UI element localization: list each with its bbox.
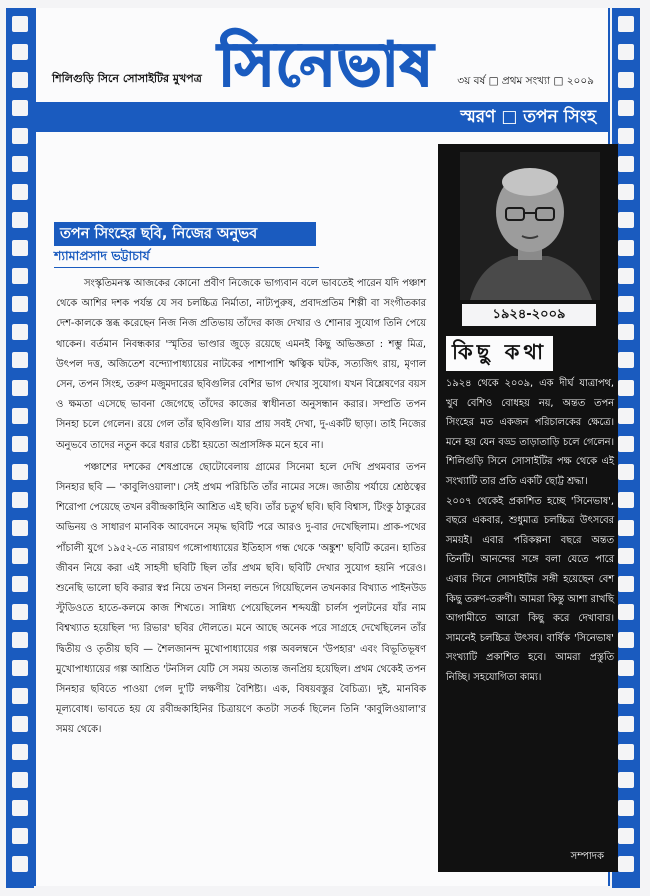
memorial-heading: স্মরণ □ তপন সিংহ [460, 107, 596, 127]
film-perforation [618, 408, 634, 424]
film-perforation [12, 604, 28, 620]
film-perforation [12, 128, 28, 144]
life-years: ১৯২৪-২০০৯ [462, 304, 596, 326]
author-divider [54, 267, 319, 268]
film-perforation [12, 72, 28, 88]
film-perforation [618, 184, 634, 200]
film-perforation [12, 156, 28, 172]
film-perforation [618, 296, 634, 312]
issue-info: ৩য় বর্ষ □ প্রথম সংখ্যা □ ২০০৯ [457, 75, 594, 87]
film-perforation [12, 492, 28, 508]
film-perforation [618, 44, 634, 60]
film-perforation [618, 856, 634, 872]
film-perforation [12, 268, 28, 284]
film-perforation [12, 660, 28, 676]
film-perforation [618, 772, 634, 788]
film-perforation [12, 436, 28, 452]
film-perforation [618, 688, 634, 704]
film-perforation [12, 688, 28, 704]
film-perforation [618, 16, 634, 32]
film-perforation [12, 520, 28, 536]
film-perforation [618, 716, 634, 732]
sidebar-paragraph: ২০০৭ থেকেই প্রকাশিত হচ্ছে 'সিনেভাষ', বছরে একবার, শুধুমাত্র চলচ্চিত্র উৎসবের সময়ই। এবার পরিকল্পনা বছরে অন্তত তিনটি। আনন্দের সঙ্গে বলা যেতে পারে এবার সিনে সোসাইটির সঙ্গী হয়েছেন বেশ কিছু তরুণ-তরুণী। আমরা কিন্তু আশা রাখছি আগামীতে আরো কিছু করে দেখাবার। সামনেই চলচ্চিত্র উৎসব। বার্ষিক 'সিনেভাষ' সংখ্যাটি প্রকাশিত হবে। আমরা প্রস্তুতি নিচ্ছি। সহযোগিতা কাম্য। [446, 495, 614, 683]
article-author: শ্যামাপ্রসাদ ভট্টাচার্য [54, 248, 150, 263]
film-perforation [618, 156, 634, 172]
film-perforation [12, 548, 28, 564]
film-perforation [12, 716, 28, 732]
film-perforation [12, 352, 28, 368]
film-perforation [12, 100, 28, 116]
masthead-title: সিনেভাষ [218, 30, 434, 100]
sidebar-paragraph: ১৯২৪ থেকে ২০০৯, এক দীর্ঘ যাত্রাপথ, খুব বেশিও বোধহয় নয়, অন্তত তপন সিংহের মত একজন পরিচালকের ক্ষেত্রে। মনে হয় যেন বড্ড তাড়াতাড়ি চলে গেলেন। শিলিগুড়ি সিনে সোসাইটির পক্ষ থেকে এই সংখ্যাটি তার প্রতি একটি ছোট্ট শ্রদ্ধা। [446, 378, 614, 487]
film-perforation [12, 772, 28, 788]
film-perforation [618, 324, 634, 340]
film-perforation [12, 16, 28, 32]
film-perforation [618, 380, 634, 396]
article-paragraph: পঞ্চাশের দশকের শেষপ্রান্তে ছোটোবেলায় গ্রামের সিনেমা হলে দেখি প্রথমবার তপন সিনহার ছবি — 'কাবুলিওয়ালা'। সেই প্রথম পরিচিতি তাঁর নামের সঙ্গে। জাতীয় পর্যায়ে শ্রেষ্ঠত্বের শিরোপা পেয়েছে তখন রবীন্দ্রকাহিনি আশ্রিত এই ছবি। তাঁর চতুর্থ ছবি। ছবি বিশ্বাস, টিংকু ঠাকুরের অভিনয় ও সাধারণ মানবিক আবেদনে সমৃদ্ধ ছবিটি পরে আরও দু-বার দেখেছিলাম। প্রাক-পথের পাঁচালী যুগে ১৯৫২-তে নারায়ণ গঙ্গোপাধ্যায়ের ইতিহাস গন্ধ থেকে 'অঙ্কুশ' ছবিটি করেন। হাতির জীবন নিয়ে করা এই সাহসী ছবিটি ছিল তাঁর প্রথম ছবি। ছবিটি দেখার সুযোগ হয়নি পরেও। শুনেছি ভালো ছবি করার স্বপ্ন নিয়ে তখন সিনহা লন্ডনে গিয়েছিলেন তখনকার বিখ্যাত পাইনউড স্টুডিওতে হাতে-কলমে কাজ শিখতে। সান্নিধ্য পেয়েছিলেন শব্দযন্ত্রী চার্লস পুলটনের যাঁর নাম বিশ্বখ্যাত হয়েছিল 'দ্য রিভার' ছবির দৌলতে। মনে আছে অনেক পরে সাগ্রহে দেখেছিলেন তাঁর দ্বিতীয় ও তৃতীয় ছবি — শৈলজানন্দ মুখোপাধ্যায়ের গল্প অবলম্বনে 'উপহার' এবং বিভূতিভূষণ মুখোপাধ্যায়ের গল্প আশ্রিত 'টনসিল যেটি সে সময় অত্যন্ত জনপ্রিয় হয়েছিল। প্রথম থেকেই তপন সিনহার ছবিতে পাওয়া গেল দু'টি লক্ষণীয় বৈশিষ্ট্য। এক, বিষয়বস্তুর বৈচিত্র্য। দুই, মানবিক মূল্যবোধ। ভাবতে হয় যে রবীন্দ্রকাহিনির চিত্রায়ণে কতটা সতর্ক ছিলেন তিনি 'কাবুলিওয়ালা'র সময় থেকে। [56, 461, 426, 736]
film-perforation [618, 100, 634, 116]
film-perforation [618, 72, 634, 88]
film-perforation [618, 828, 634, 844]
film-perforation [618, 548, 634, 564]
film-perforation [618, 352, 634, 368]
film-strip-left [6, 8, 34, 888]
film-perforation [12, 380, 28, 396]
film-perforation [618, 212, 634, 228]
film-perforation [618, 604, 634, 620]
film-perforation [12, 240, 28, 256]
article-title: তপন সিংহের ছবি, নিজের অনুভব [54, 222, 316, 246]
film-perforation [12, 44, 28, 60]
film-perforation [618, 128, 634, 144]
film-perforation [618, 268, 634, 284]
film-perforation [12, 296, 28, 312]
film-perforation [618, 800, 634, 816]
film-perforation [12, 856, 28, 872]
film-perforation [618, 576, 634, 592]
editorial-sidebar [438, 144, 618, 872]
masthead-tagline: শিলিগুড়ি সিনে সোসাইটির মুখপত্র [52, 72, 202, 85]
film-perforation [12, 632, 28, 648]
sidebar-text [446, 374, 614, 688]
film-perforation [12, 464, 28, 480]
film-perforation [12, 744, 28, 760]
article-paragraph: সংস্কৃতিমনস্ক আজকের কোনো প্রবীণ নিজেকে ভাগ্যবান বলে ভাবতেই পারেন যদি পঞ্চাশ থেকে আশির দশক পর্যন্ত যে সব চলচ্চিত্র নির্মাতা, নাট্যপুরুষ, প্রবাদপ্রতিম শিল্পী বা সংগীতকার দেশ-কালকে স্তব্ধ করেছেন নিজ নিজ প্রতিভায় তাঁদের কাজ দেখার ও শোনার সুযোগ তিনি পেয়ে থাকেন। বর্তমান নিবন্ধকার 'স্মৃতির ভাণ্ডার জুড়ে রয়েছে এমনই কিছু অভিজ্ঞতা : শম্ভু মিত্র, উৎপল দত্ত, অজিতেশ বন্দ্যোপাধ্যায়ের নাটকের পাশাপাশি ঋত্বিক ঘটক, সত্যজিৎ রায়, মৃণাল সেন, তপন সিংহ, তরুণ মজুমদারের ছবিগুলির বেশির ভাগ দেখার সুযোগ। যখন বিশ্লেষণের বয়স ও ক্ষমতা এসেছে ভাবনা জেগেছে তাঁদের কাজের স্বাধীনতা অনুসন্ধান করার। সম্প্রতি তপন সিনহা চলে গেলেন। রয়ে গেল তাঁর ছবিগুলি। যার প্রায় সবই দেখা, দু-একটি ছাড়া। তাই নিজের অনুভবে তাদের নতুন করে ধরার চেষ্টা হয়তো অপ্রাসঙ্গিক মনে হবে না। [56, 278, 426, 451]
portrait-photo [460, 152, 600, 300]
film-perforation [618, 436, 634, 452]
film-perforation [12, 324, 28, 340]
film-perforation [12, 576, 28, 592]
article-body [56, 274, 426, 741]
film-perforation [12, 828, 28, 844]
film-perforation [618, 660, 634, 676]
film-perforation [618, 744, 634, 760]
sidebar-heading: কিছু কথা [446, 336, 553, 371]
film-perforation [12, 184, 28, 200]
film-perforation [12, 408, 28, 424]
film-perforation [618, 632, 634, 648]
film-perforation [12, 212, 28, 228]
film-perforation [618, 492, 634, 508]
editor-signature: সম্পাদক [570, 851, 604, 862]
film-perforation [618, 520, 634, 536]
film-perforation [618, 464, 634, 480]
page-content [34, 8, 614, 886]
portrait-illustration [460, 152, 600, 300]
film-perforation [12, 800, 28, 816]
film-perforation [618, 240, 634, 256]
